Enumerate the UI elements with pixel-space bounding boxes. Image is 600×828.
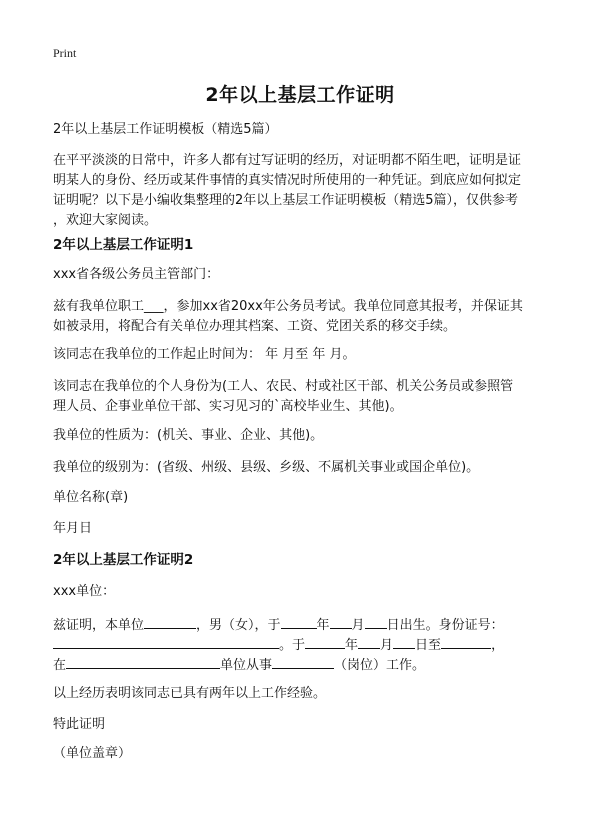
section1-signature-unit: 单位名称(章) [53, 490, 129, 505]
form-text: 年 [316, 618, 330, 633]
end-date-blank [441, 634, 491, 649]
section2-special: 特此证明 [53, 717, 106, 732]
intro-line: 证明呢？以下是小编收集整理的2年以上基层工作证明模板（精选5篇），仅供参考 [53, 193, 519, 208]
form-text: 月 [380, 638, 394, 653]
section2-form-line-1 [53, 614, 553, 636]
intro-paragraph [53, 151, 553, 231]
section1-paragraph-4: 我单位的性质为：(机关、事业、企业、其他)。 [53, 428, 324, 443]
month-blank [330, 614, 352, 629]
form-text: 日出生。身份证号： [386, 618, 504, 633]
section1-heading: 2年以上基层工作证明1 [53, 237, 194, 253]
section2-addressee: xxx单位： [53, 584, 116, 599]
start-month-blank [358, 634, 380, 649]
position-blank [272, 654, 334, 669]
section1-paragraph-1 [53, 297, 553, 337]
section1-paragraph-5: 我单位的级别为：(省级、州级、县级、乡级、不属机关事业或国企单位)。 [53, 460, 480, 475]
start-day-blank [393, 634, 415, 649]
section1-paragraph-2: 该同志在我单位的工作起止时间为： 年 月至 年 月。 [53, 347, 356, 362]
section2-heading: 2年以上基层工作证明2 [53, 552, 194, 568]
name-blank [144, 614, 196, 629]
form-text: 兹证明，本单位 [53, 618, 145, 633]
paragraph-line: 如被录用，将配合有关单位办理其档案、工资、党团关系的移交手续。 [53, 319, 457, 334]
section2-form-line-2 [53, 634, 553, 656]
paragraph-line: 该同志在我单位的个人身份为(工人、农民、村或社区干部、机关公务员或参照管 [53, 379, 514, 394]
addressee-text: xxx省各级公务员主管部门： [53, 267, 220, 282]
form-text: 在 [53, 658, 67, 673]
section2-statement: 以上经历表明该同志已具有两年以上工作经验。 [53, 686, 327, 701]
year-blank [281, 614, 317, 629]
intro-subtitle: 2年以上基层工作证明模板（精选5篇） [53, 122, 278, 137]
unit-blank [66, 654, 220, 669]
intro-line: 在平平淡淡的日常中，许多人都有过写证明的经历，对证明都不陌生吧，证明是证 [53, 153, 522, 168]
form-text: （岗位）工作。 [334, 658, 426, 673]
form-text: ， [491, 638, 505, 653]
form-text: 。于 [279, 638, 306, 653]
section1-signature-date: 年月日 [53, 521, 93, 536]
intro-line: ，欢迎大家阅读。 [53, 213, 158, 228]
section2-stamp: （单位盖章） [53, 746, 132, 761]
section1-addressee [53, 265, 553, 285]
document-title: 2年以上基层工作证明 [205, 84, 395, 106]
form-text: 日至 [415, 638, 442, 653]
form-text: ，男（女），于 [196, 618, 281, 633]
form-text: 单位从事 [220, 658, 273, 673]
section2-form-line-3 [53, 654, 553, 676]
id-number-blank [53, 634, 279, 649]
paragraph-line: 兹有我单位职工___，参加xx省20xx年公务员考试。我单位同意其报考，并保证其 [53, 299, 523, 314]
start-year-blank [305, 634, 345, 649]
form-text: 年 [345, 638, 359, 653]
day-blank [365, 614, 387, 629]
intro-line: 明某人的身份、经历或某件事情的真实情况时所使用的一种凭证。到底应如何拟定 [53, 173, 522, 188]
print-label: Print [53, 46, 77, 60]
section1-paragraph-3 [53, 377, 553, 417]
form-text: 月 [351, 618, 365, 633]
paragraph-line: 理人员、企事业单位干部、实习见习的`高校毕业生、其他)。 [53, 399, 403, 414]
